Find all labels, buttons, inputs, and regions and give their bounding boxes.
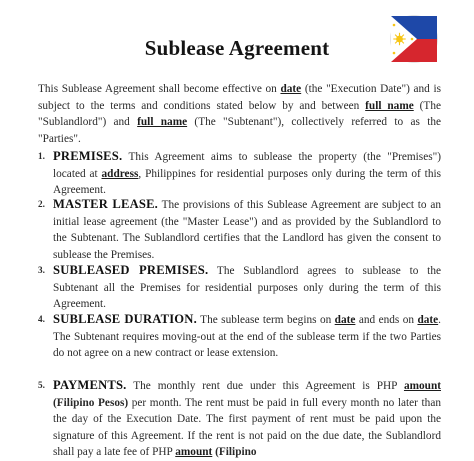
currency-label: (Filipino	[212, 446, 257, 459]
section-body-text: , Philippines for residential purposes only during the term of this Agreement.	[53, 167, 442, 197]
section-body-text: and ends on	[355, 314, 418, 326]
section-number: 2.	[38, 199, 45, 209]
section-text	[53, 311, 441, 362]
intro-text: (The "Sublandlord") and	[38, 99, 441, 129]
late-fee-amount-field: amount	[175, 446, 213, 459]
section-heading: SUBLEASE DURATION.	[53, 312, 197, 326]
currency-label: (Filipino Pesos)	[53, 396, 129, 409]
section-text	[53, 196, 441, 263]
section-number: 5.	[38, 380, 45, 390]
start-date-field: date	[334, 314, 356, 326]
section-heading: MASTER LEASE.	[53, 197, 159, 211]
section-sublease-duration	[38, 311, 441, 362]
section-subleased-premises	[38, 262, 441, 313]
sublandlord-name-field: full name	[365, 99, 414, 112]
intro-text: (The "Subtenant"), collectively referred to as the "Parties".	[38, 116, 441, 145]
address-field: address	[101, 167, 139, 180]
section-premises	[38, 148, 441, 199]
section-body-text: per month. The rent must be paid in full every month no later than the day of the Execution Date. The first payment of rent must be paid upon the signature of this Agreement. If the rent is not paid on the due date, the Sublandlord shall pay a late fee of PHP	[53, 396, 441, 459]
section-payments	[38, 377, 441, 461]
section-number: 1.	[38, 151, 45, 161]
rent-amount-field: amount	[403, 380, 441, 392]
section-body-text: This Agreement aims to sublease the property (the "Premises") located at	[53, 151, 441, 180]
section-body-text: The provisions of this Sublease Agreement are subject to an initial lease agreement (the "Master Lease") and as provided by the Sublandlord to the Subtenant. The Sublandlord certifies that the Landlord has given the consent to sublease the Premises.	[53, 199, 441, 261]
section-text	[53, 262, 441, 313]
section-body-text: The monthly rent due under this Agreement is PHP	[126, 380, 404, 392]
section-body-text: . The Subtenant requires moving-out at the end of the sublease term if the two Parties do not agree on a new contract or lease extension.	[53, 314, 441, 360]
section-number: 4.	[38, 314, 45, 324]
end-date-field: date	[417, 314, 439, 326]
section-heading: PREMISES.	[53, 149, 123, 163]
section-body-text: The Sublandlord agrees to sublease to the Subtenant all the Premises for residential purposes only during the term of this Agreement.	[53, 265, 441, 311]
section-text	[53, 148, 441, 199]
document-title: Sublease Agreement	[144, 36, 330, 60]
intro-paragraph	[38, 81, 441, 147]
execution-date-field: date	[280, 83, 302, 95]
intro-text: (the "Execution Date") and is subject to the terms and conditions stated below by and between	[38, 83, 441, 112]
section-number: 3.	[38, 265, 45, 275]
section-heading: PAYMENTS.	[53, 378, 127, 392]
section-text	[53, 377, 441, 461]
subtenant-name-field: full name	[137, 116, 188, 129]
section-heading: SUBLEASED PREMISES.	[53, 263, 209, 277]
section-master-lease	[38, 196, 441, 263]
section-body-text: The sublease term begins on	[196, 314, 335, 326]
intro-text: This Sublease Agreement shall become effective on	[38, 83, 281, 95]
